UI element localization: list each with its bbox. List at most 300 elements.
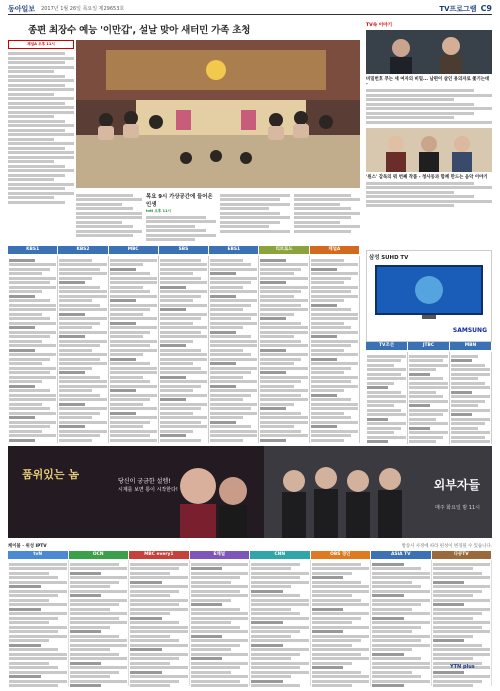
schedule-line — [70, 567, 128, 570]
schedule-line — [367, 436, 406, 439]
channel-tbroad: 티브로드 — [259, 246, 309, 254]
schedule-line — [9, 639, 49, 642]
schedule-column — [8, 560, 69, 686]
schedule-line — [210, 376, 243, 379]
schedule-line — [110, 344, 151, 347]
schedule-line — [312, 617, 361, 620]
schedule-line — [59, 313, 85, 316]
schedule-line — [367, 418, 388, 421]
schedule-line — [110, 335, 143, 338]
schedule-line — [210, 421, 236, 424]
schedule-line — [409, 377, 443, 380]
schedule-line — [9, 617, 58, 620]
schedule-line — [110, 398, 151, 401]
schedule-line — [130, 576, 188, 579]
channel-e: E채널 — [190, 551, 251, 559]
schedule-line — [251, 572, 309, 575]
schedule-line — [311, 385, 358, 388]
schedule-line — [70, 617, 119, 620]
schedule-column — [310, 256, 360, 443]
schedule-line — [372, 576, 430, 579]
schedule-line — [367, 377, 406, 380]
schedule-line — [130, 662, 170, 665]
schedule-line — [9, 594, 58, 597]
schedule-line — [130, 680, 179, 683]
schedule-line — [59, 367, 92, 370]
schedule-line — [251, 617, 309, 620]
schedule-line — [110, 421, 151, 424]
schedule-line — [110, 349, 157, 352]
schedule-line — [191, 603, 223, 606]
schedule-line — [59, 425, 85, 428]
schedule-line — [59, 385, 106, 388]
schedule-line — [160, 277, 201, 280]
schedule-line — [433, 675, 491, 678]
schedule-line — [260, 394, 301, 397]
schedule-line — [433, 657, 473, 660]
schedule-line — [160, 299, 193, 302]
schedule-column — [366, 352, 408, 444]
drama-ad-left — [8, 446, 264, 538]
schedule-line — [433, 572, 482, 575]
schedule-line — [409, 395, 443, 398]
schedule-line — [160, 376, 186, 379]
schedule-line — [160, 358, 207, 361]
schedule-line — [130, 599, 188, 602]
schedule-line — [130, 635, 170, 638]
schedule-line — [160, 344, 186, 347]
schedule-line — [311, 407, 358, 410]
schedule-line — [312, 608, 344, 611]
channel-sbs: SBS — [159, 246, 209, 254]
schedule-line — [191, 680, 240, 683]
schedule-line — [372, 608, 412, 611]
samsung-product: 삼성 SUHD TV — [369, 255, 409, 261]
schedule-line — [130, 671, 162, 674]
schedule-line — [70, 657, 128, 660]
schedule-line — [210, 322, 257, 325]
schedule-line — [433, 585, 491, 588]
schedule-line — [433, 590, 482, 593]
schedule-line — [372, 581, 412, 584]
schedule-line — [110, 416, 157, 419]
schedule-line — [70, 621, 128, 624]
schedule-line — [367, 409, 401, 412]
schedule-line — [70, 612, 128, 615]
schedule-line — [311, 335, 337, 338]
schedule-line — [110, 277, 157, 280]
sidebar-photo-1 — [366, 30, 492, 74]
schedule-line — [367, 422, 406, 425]
schedule-line — [260, 367, 307, 370]
schedule-line — [451, 413, 472, 416]
schedule-line — [9, 407, 50, 410]
schedule-line — [311, 290, 352, 293]
schedule-line — [311, 403, 358, 406]
schedule-line — [9, 353, 56, 356]
issue-date: 2017년 1월 26일 목요일 제29653호 — [41, 6, 125, 12]
schedule-column — [259, 256, 309, 443]
schedule-line — [311, 331, 358, 334]
schedule-line — [260, 268, 301, 271]
schedule-line — [59, 268, 100, 271]
schedule-line — [59, 331, 106, 334]
schedule-line — [433, 581, 465, 584]
schedule-line — [9, 666, 58, 669]
schedule-line — [160, 335, 207, 338]
schedule-line — [110, 439, 157, 442]
schedule-line — [70, 576, 128, 579]
article-column-5 — [294, 192, 360, 245]
schedule-line — [409, 373, 430, 376]
cable-channel-header — [8, 551, 492, 559]
channel-kbs1: KBS1 — [8, 246, 58, 254]
schedule-line — [59, 439, 92, 442]
schedule-line — [9, 371, 50, 374]
schedule-line — [9, 367, 56, 370]
schedule-line — [367, 395, 406, 398]
schedule-line — [59, 277, 92, 280]
schedule-line — [70, 630, 102, 633]
schedule-line — [70, 644, 128, 647]
schedule-line — [409, 355, 448, 358]
schedule-line — [251, 675, 291, 678]
schedule-line — [312, 590, 370, 593]
schedule-line — [251, 648, 309, 651]
schedule-line — [70, 590, 128, 593]
schedule-line — [251, 662, 309, 665]
schedule-line — [251, 585, 291, 588]
schedule-line — [59, 295, 106, 298]
schedule-line — [260, 344, 307, 347]
schedule-line — [130, 567, 179, 570]
schedule-line — [260, 322, 301, 325]
schedule-line — [210, 425, 251, 428]
schedule-line — [70, 572, 102, 575]
schedule-line — [312, 603, 370, 606]
schedule-line — [70, 603, 119, 606]
schedule-line — [9, 621, 49, 624]
schedule-line — [110, 286, 143, 289]
schedule-line — [110, 340, 157, 343]
schedule-line — [191, 590, 240, 593]
schedule-line — [70, 684, 102, 687]
schedule-line — [70, 585, 110, 588]
schedule-line — [367, 427, 401, 430]
article-tag: 채널A 오후 11시 — [8, 40, 74, 49]
schedule-line — [210, 295, 236, 298]
schedule-line — [433, 684, 473, 687]
schedule-line — [260, 263, 307, 266]
schedule-line — [191, 675, 249, 678]
schedule-line — [130, 585, 188, 588]
schedule-line — [451, 377, 478, 380]
schedule-line — [311, 389, 344, 392]
schedule-line — [433, 653, 491, 656]
schedule-line — [160, 272, 193, 275]
schedule-line — [372, 612, 430, 615]
schedule-line — [251, 612, 300, 615]
channel-mbn: MBN — [450, 342, 492, 350]
schedule-line — [372, 644, 430, 647]
schedule-line — [9, 268, 50, 271]
schedule-line — [251, 635, 291, 638]
schedule-line — [9, 590, 67, 593]
schedule-line — [260, 281, 286, 284]
schedule-line — [451, 418, 490, 421]
drama-ad-subline: 시계를 보면 통이 시작한다! — [118, 487, 178, 493]
schedule-line — [191, 621, 231, 624]
schedule-line — [409, 427, 430, 430]
schedule-line — [372, 671, 412, 674]
schedule-line — [59, 403, 85, 406]
schedule-line — [210, 385, 236, 388]
schedule-line — [70, 648, 110, 651]
schedule-line — [191, 648, 231, 651]
schedule-line — [191, 630, 249, 633]
channel-mbc-every1: MBC every1 — [129, 551, 190, 559]
show-ad-right — [264, 446, 492, 538]
schedule-line — [9, 376, 56, 379]
schedule-line — [160, 421, 201, 424]
schedule-line — [59, 389, 92, 392]
schedule-line — [9, 563, 67, 566]
schedule-line — [210, 434, 257, 437]
schedule-line — [251, 590, 283, 593]
schedule-line — [59, 376, 100, 379]
schedule-line — [312, 657, 370, 660]
schedule-line — [311, 358, 337, 361]
schedule-line — [260, 353, 307, 356]
schedule-line — [9, 635, 67, 638]
schedule-line — [9, 416, 35, 419]
schedule-line — [9, 412, 56, 415]
schedule-line — [59, 259, 92, 262]
schedule-line — [372, 621, 430, 624]
schedule-line — [59, 335, 85, 338]
schedule-line — [110, 326, 157, 329]
schedule-line — [59, 416, 92, 419]
studio-photo-illustration — [76, 40, 360, 188]
schedule-line — [9, 581, 67, 584]
schedule-line — [260, 317, 286, 320]
schedule-line — [160, 425, 207, 428]
schedule-line — [59, 407, 106, 410]
schedule-line — [9, 585, 41, 588]
schedule-line — [9, 380, 42, 383]
schedule-line — [251, 567, 291, 570]
schedule-line — [311, 317, 358, 320]
headline: 종편 최장수 예능 '이만갑', 설날 맞아 새터민 가족 초청 — [28, 25, 251, 36]
schedule-line — [312, 585, 370, 588]
schedule-line — [70, 626, 110, 629]
sidebar-photo-2 — [366, 128, 492, 172]
schedule-line — [191, 567, 223, 570]
schedule-line — [9, 680, 67, 683]
schedule-line — [409, 359, 443, 362]
channel-ebs1: EBS1 — [209, 246, 259, 254]
schedule-line — [367, 413, 406, 416]
schedule-line — [59, 326, 92, 329]
article-column-4 — [220, 192, 290, 245]
schedule-line — [451, 364, 485, 367]
schedule-line — [59, 371, 85, 374]
schedule-line — [433, 635, 473, 638]
schedule-line — [210, 371, 251, 374]
schedule-line — [160, 367, 201, 370]
schedule-line — [210, 299, 257, 302]
schedule-line — [191, 666, 240, 669]
schedule-line — [130, 594, 170, 597]
schedule-column — [129, 560, 190, 686]
schedule-line — [367, 368, 406, 371]
tv-illustration — [367, 263, 491, 323]
sub-channel-header — [366, 342, 492, 350]
schedule-line — [191, 576, 240, 579]
schedule-line — [260, 272, 293, 275]
schedule-line — [367, 359, 401, 362]
caption-tag: tvN 오후 11시 — [146, 209, 171, 213]
schedule-line — [251, 657, 291, 660]
schedule-line — [210, 430, 257, 433]
schedule-line — [9, 394, 56, 397]
schedule-line — [9, 326, 35, 329]
schedule-line — [311, 340, 358, 343]
section-title: TV프로그램 — [439, 4, 477, 13]
schedule-line — [160, 394, 207, 397]
schedule-column — [8, 256, 58, 443]
schedule-line — [451, 436, 485, 439]
schedule-line — [210, 286, 243, 289]
schedule-line — [160, 349, 201, 352]
schedule-line — [372, 639, 421, 642]
schedule-line — [59, 421, 106, 424]
schedule-line — [9, 358, 50, 361]
schedule-line — [260, 259, 286, 262]
schedule-line — [311, 263, 358, 266]
schedule-line — [9, 603, 67, 606]
channel-channel-a: 채널A — [310, 246, 360, 254]
schedule-line — [210, 272, 236, 275]
schedule-line — [260, 407, 286, 410]
schedule-line — [110, 268, 136, 271]
schedule-line — [260, 340, 301, 343]
schedule-line — [312, 635, 370, 638]
schedule-line — [311, 434, 352, 437]
schedule-line — [210, 304, 251, 307]
schedule-line — [160, 286, 186, 289]
schedule-line — [9, 675, 41, 678]
schedule-line — [260, 416, 307, 419]
channel-tvn: tvN — [8, 551, 69, 559]
schedule-line — [260, 308, 307, 311]
schedule-line — [367, 440, 388, 443]
samsung-ad — [366, 250, 492, 342]
schedule-line — [160, 313, 207, 316]
schedule-line — [9, 331, 56, 334]
schedule-line — [311, 259, 344, 262]
schedule-line — [110, 281, 157, 284]
schedule-line — [451, 395, 490, 398]
schedule-line — [312, 621, 352, 624]
schedule-line — [210, 349, 243, 352]
schedule-line — [251, 603, 309, 606]
schedule-line — [191, 639, 249, 642]
schedule-line — [160, 281, 207, 284]
schedule-line — [372, 567, 421, 570]
schedule-line — [311, 304, 337, 307]
schedule-line — [367, 431, 394, 434]
schedule-line — [210, 317, 251, 320]
schedule-line — [191, 563, 249, 566]
schedule-line — [260, 299, 307, 302]
schedule-line — [191, 572, 249, 575]
schedule-line — [433, 671, 465, 674]
schedule-line — [409, 364, 448, 367]
schedule-line — [433, 576, 491, 579]
schedule-column — [159, 256, 209, 443]
schedule-line — [311, 299, 344, 302]
schedule-line — [433, 608, 491, 611]
schedule-line — [260, 277, 307, 280]
schedule-line — [9, 299, 50, 302]
schedule-line — [110, 308, 151, 311]
schedule-line — [451, 391, 472, 394]
schedule-line — [210, 344, 257, 347]
schedule-line — [9, 295, 35, 298]
schedule-line — [9, 572, 49, 575]
schedule-line — [160, 326, 207, 329]
schedule-line — [433, 644, 482, 647]
schedule-line — [9, 425, 50, 428]
schedule-line — [110, 313, 143, 316]
schedule-line — [311, 295, 358, 298]
schedule-line — [70, 662, 102, 665]
schedule-line — [191, 617, 249, 620]
schedule-line — [260, 371, 286, 374]
schedule-line — [191, 626, 240, 629]
schedule-line — [260, 295, 293, 298]
schedule-line — [110, 430, 157, 433]
schedule-line — [9, 684, 58, 687]
schedule-line — [9, 430, 42, 433]
schedule-line — [251, 680, 283, 683]
schedule-line — [9, 599, 49, 602]
schedule-line — [191, 684, 249, 687]
schedule-line — [160, 380, 207, 383]
schedule-line — [110, 263, 143, 266]
schedule-line — [311, 272, 358, 275]
schedule-line — [260, 331, 307, 334]
schedule-column — [69, 560, 130, 686]
schedule-line — [251, 666, 300, 669]
schedule-line — [451, 427, 478, 430]
schedule-line — [110, 371, 157, 374]
schedule-line — [312, 581, 361, 584]
schedule-line — [9, 630, 58, 633]
schedule-line — [409, 422, 448, 425]
schedule-line — [210, 394, 251, 397]
schedule-line — [59, 263, 106, 266]
drama-ad-title: 품위있는 놈 — [22, 468, 79, 481]
schedule-line — [130, 639, 179, 642]
schedule-line — [160, 389, 193, 392]
channel-cnn: CNN — [250, 551, 311, 559]
schedule-line — [372, 680, 430, 683]
schedule-line — [251, 639, 309, 642]
schedule-line — [59, 340, 106, 343]
schedule-grid — [8, 256, 360, 443]
